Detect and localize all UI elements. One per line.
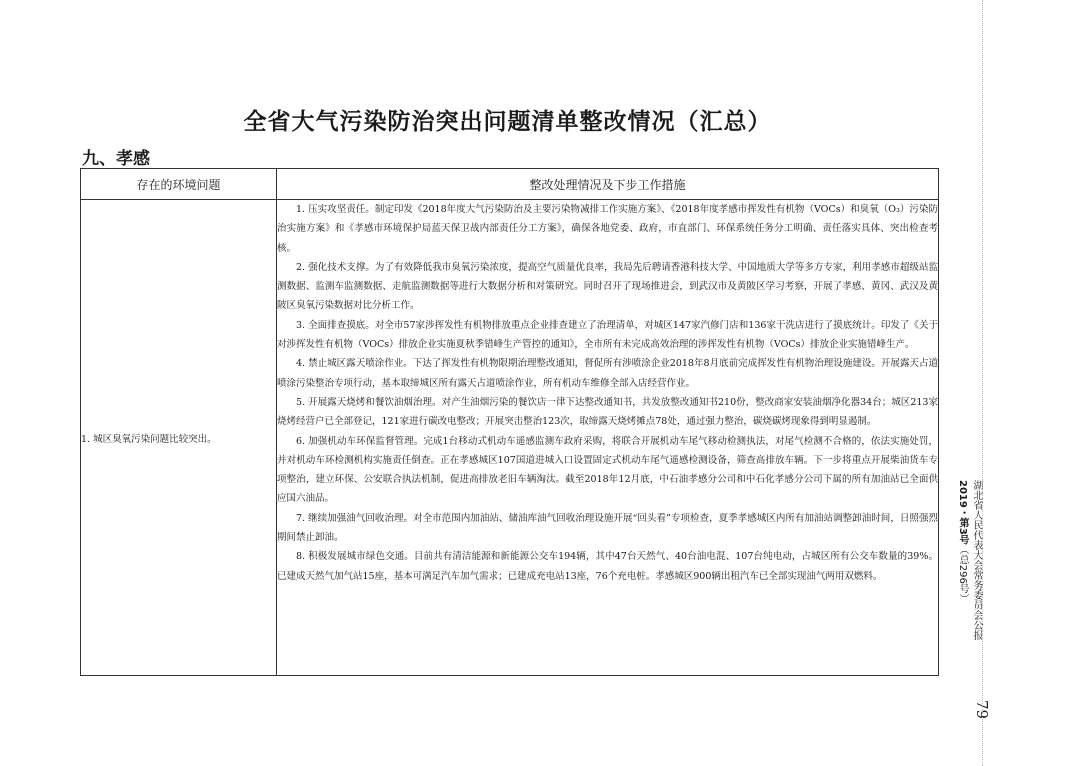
measure-item-6: 6. 加强机动车环保监督管理。完成1台移动式机动车遥感监测车政府采购，将联合开展机动车尾气移动检测执法，对尾气检测不合格的，依法实施处罚，并对机动车环检测机构实施责任倒查。正在孝感城区107国道进城入口设置固定式机动车尾气遥感检测设备，筛查高排放车辆。下一步将重点开展柴油货车专项整治，建立环保、公安联合执法机制，促进高排放老旧车辆淘汰。截至2018年12月底，中石油孝感分公司和中石化孝感分公司下属的所有加油站已全面供应国六油品。 xyxy=(277,435,938,505)
problem-cell: 1. 城区臭氧污染问题比较突出。 xyxy=(81,200,277,676)
measure-item-5: 5. 开展露天烧烤和餐饮油烟治理。对产生油烟污染的餐饮店一律下达整改通知书，共发放整改通知书210份，整改商家安装油烟净化器34台；城区213家烧烤经营户已全部登记，121家进行碳改电整改；开展突击整治123次，取缔露天烧烤摊点78处，通过强力整治，碳烧碳烤现象得到明显遏制。 xyxy=(277,396,938,428)
margin-divider xyxy=(982,0,983,766)
measure-item-2: 2. 强化技术支撑。为了有效降低我市臭氧污染浓度，提高空气质量优良率，我局先后聘请香港科技大学、中国地质大学等多方专家，利用孝感市超级站监测数据、监测车监测数据、走航监测数据等进行大数据分析和对策研究。同时召开了现场推进会，到武汉市及黄陂区学习考察，开展了孝感、黄冈、武汉及黄陂区臭氧污染数据对比分析工作。 xyxy=(277,261,938,312)
issue-label: 2019・第3号 xyxy=(957,480,968,545)
section-heading: 九、孝感 xyxy=(82,149,150,169)
page-title: 全省大气污染防治突出问题清单整改情况（汇总） xyxy=(243,108,772,135)
measures-cell xyxy=(277,200,939,676)
publication-name: 湖北省人民代表大会常务委员会公报 xyxy=(971,480,982,640)
measure-item-3: 3. 全面排查摸底。对全市57家涉挥发性有机物排放重点企业排查建立了治理清单，对城区147家汽修门店和136家干洗店进行了摸底统计。印发了《关于对涉挥发性有机物（VOCs）排放企业实施夏秋季错峰生产管控的通知》，全市所有未完成高效治理的涉挥发性有机物（VOCs）排放企业实施错峰生产。 xyxy=(277,319,938,351)
header-rectification-measures: 整改处理情况及下步工作措施 xyxy=(277,169,939,200)
rectification-table xyxy=(80,168,939,676)
measure-item-8: 8. 积极发展城市绿色交通。目前共有清洁能源和新能源公交车194辆，其中47台天然气、40台油电混、107台纯电动，占城区所有公交车数量的39%。已建成天然气加气站15座，基本可满足汽车加气需求；已建成充电站13座，76个充电桩。孝感城区900辆出租汽车已全部实现油气两用双燃料。 xyxy=(277,551,938,582)
table-row xyxy=(81,200,939,676)
table-header-row xyxy=(81,169,939,200)
header-environmental-problem: 存在的环境问题 xyxy=(81,169,277,200)
measure-item-4: 4. 禁止城区露天喷涂作业。下达了挥发性有机物限期治理整改通知，督促所有涉喷涂企业2018年8月底前完成挥发性有机物治理设施建设。开展露天占道喷涂污染整治专项行动，基本取缔城区所有露天占道喷涂作业，所有机动车维修全部入店经营作业。 xyxy=(277,358,938,389)
page-number: 79 xyxy=(973,700,991,720)
measure-item-1: 1. 压实攻坚责任。制定印发《2018年度大气污染防治及主要污染物减排工作实施方案》、《2018年度孝感市挥发性有机物（VOCs）和臭氧（O₃）污染防治实施方案》和《孝感市环境保护局蓝天保卫战内部责任分工方案》，确保各地党委、政府，市直部门、环保系统任务分工明确、责任落实具体、突出检查考核。 xyxy=(277,204,938,254)
measure-item-7: 7. 继续加强油气回收治理。对全市范围内加油站、储油库油气回收治理设施开展“回头看”专项检查，夏季孝感城区内所有加油站调整卸油时间，日照强烈期间禁止卸油。 xyxy=(277,512,938,544)
publication-sidebar xyxy=(955,480,983,640)
issue-number: （总296号） xyxy=(957,544,968,604)
